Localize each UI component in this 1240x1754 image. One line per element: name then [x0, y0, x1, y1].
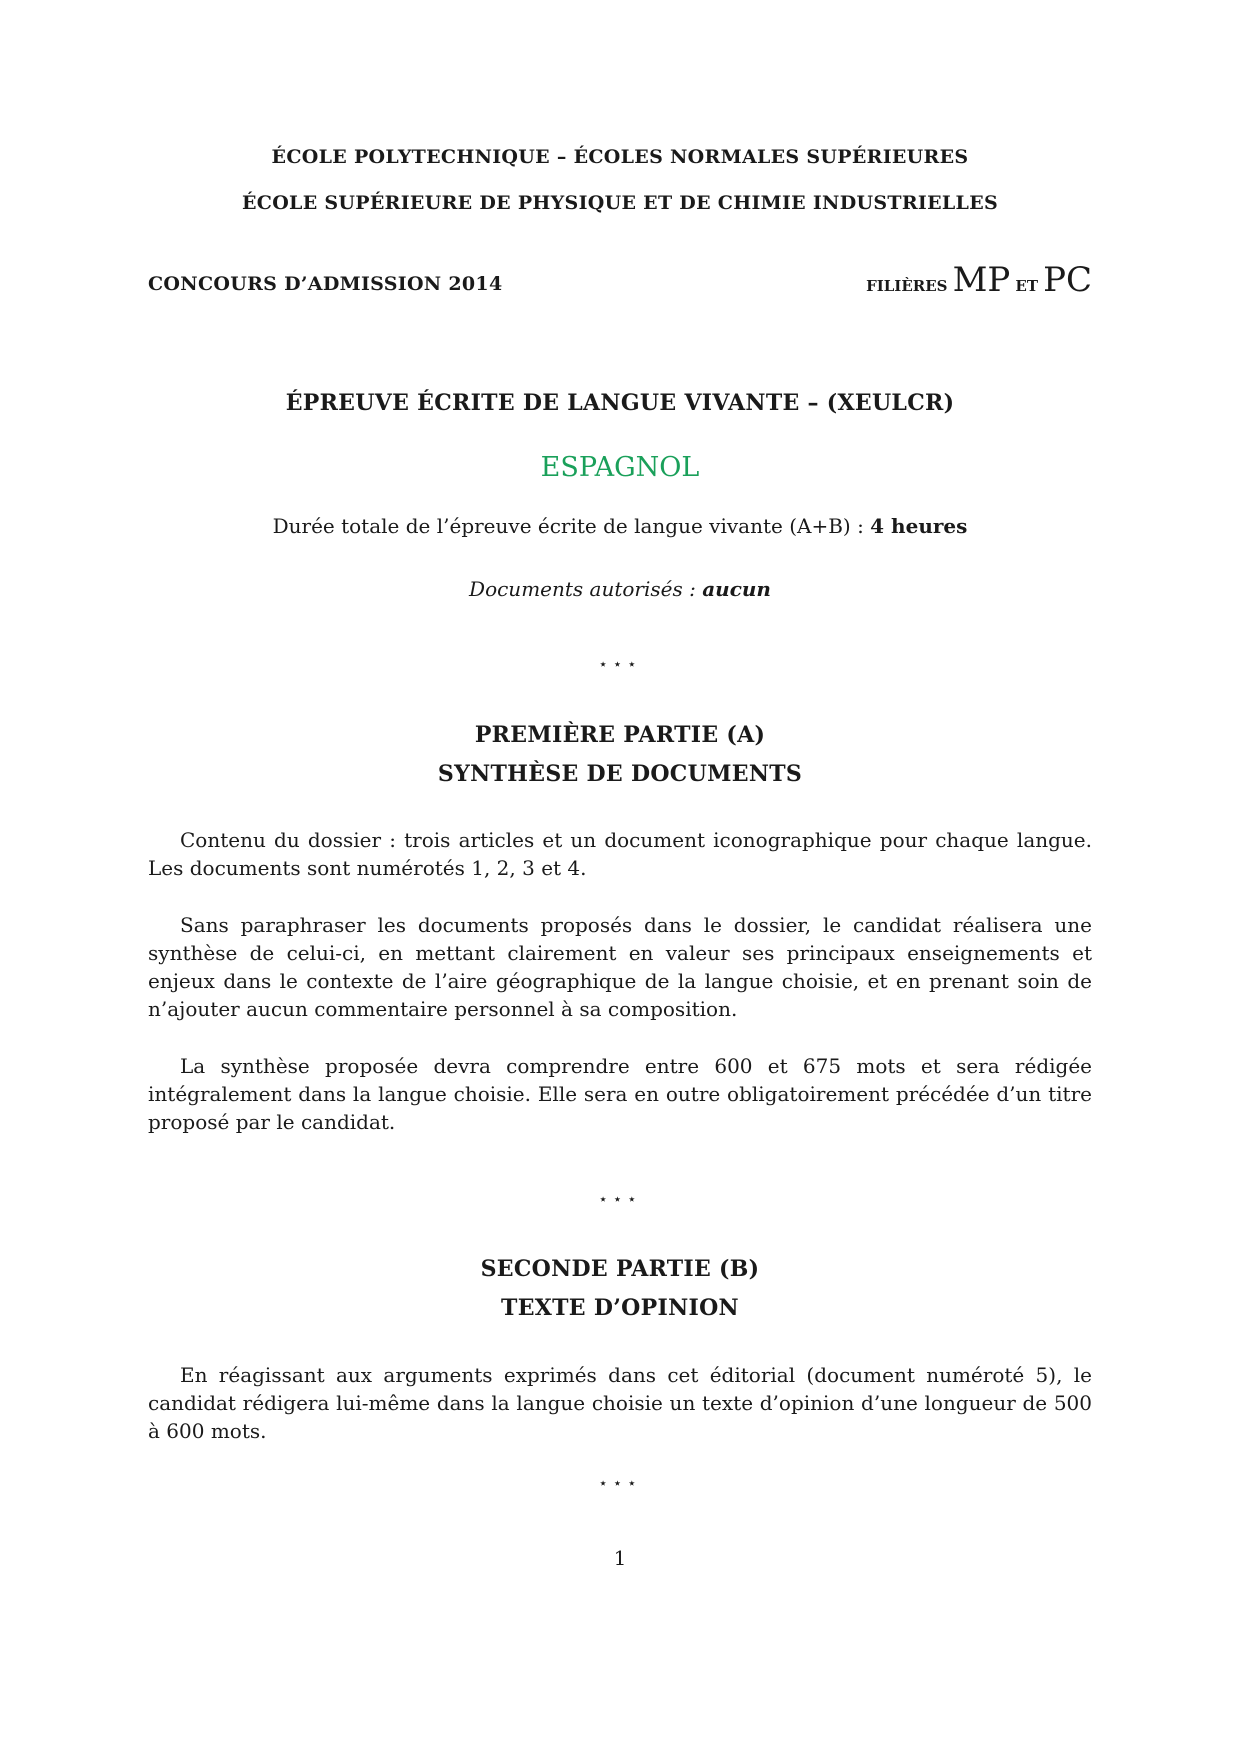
documents-label: Documents autorisés : — [469, 577, 703, 601]
documents-line — [0, 577, 1240, 601]
duration-line — [0, 514, 1240, 538]
filiere-pc: PC — [1043, 260, 1092, 300]
concours-label: CONCOURS D’ADMISSION 2014 — [148, 273, 503, 295]
part-a-paragraph-3: La synthèse proposée devra comprendre entre 600 et 675 mots et sera rédigée intégralement dans la langue choisie. Elle sera en outre obligatoirement précédée d’un titre proposé par le candidat. — [148, 1054, 1092, 1134]
part-a-paragraph-1: Contenu du dossier : trois articles et un document iconographique pour chaque langue. Les documents sont numérotés 1, 2, 3 et 4. — [148, 828, 1092, 880]
part-a-subtitle: SYNTHÈSE DE DOCUMENTS — [437, 761, 803, 787]
separator-stars-3: ⋆⋆⋆ — [598, 1474, 642, 1492]
filieres-block — [866, 260, 1092, 300]
part-b-subtitle: TEXTE D’OPINION — [501, 1295, 739, 1321]
header-line-1: ÉCOLE POLYTECHNIQUE – ÉCOLES NORMALES SUPÉRIEURES — [271, 146, 969, 168]
page-number: 1 — [613, 1546, 627, 1570]
exam-title: ÉPREUVE ÉCRITE DE LANGUE VIVANTE – (XEULCR) — [285, 390, 955, 416]
filieres-word: filières — [866, 271, 948, 296]
header-line-2: ÉCOLE SUPÉRIEURE DE PHYSIQUE ET DE CHIMIE INDUSTRIELLES — [241, 192, 998, 214]
part-b-title: SECONDE PARTIE (B) — [480, 1256, 760, 1282]
et-word: et — [1015, 271, 1038, 296]
part-a-paragraph-2: Sans paraphraser les documents proposés dans le dossier, le candidat réalisera une synthèse de celui-ci, en mettant clairement en valeur ses principaux enseignements et enjeux dans le contexte de l’aire géographique de la langue choisie, et en prenant soin de n’ajouter aucun commentaire personnel à sa composition. — [148, 913, 1092, 1021]
language-title: ESPAGNOL — [540, 452, 700, 483]
duration-text: Durée totale de l’épreuve écrite de langue vivante (A+B) : — [272, 514, 871, 538]
part-b-paragraph-1: En réagissant aux arguments exprimés dans cet éditorial (document numéroté 5), le candidat rédigera lui-même dans la langue choisie un texte d’opinion d’une longueur de 500 à 600 mots. — [148, 1363, 1092, 1443]
separator-stars-2: ⋆⋆⋆ — [598, 1190, 642, 1208]
documents-value: aucun — [702, 577, 771, 601]
filiere-mp: MP — [952, 260, 1011, 300]
part-a-title: PREMIÈRE PARTIE (A) — [474, 722, 766, 748]
separator-stars-1: ⋆⋆⋆ — [598, 655, 642, 673]
duration-value: 4 heures — [870, 514, 968, 538]
